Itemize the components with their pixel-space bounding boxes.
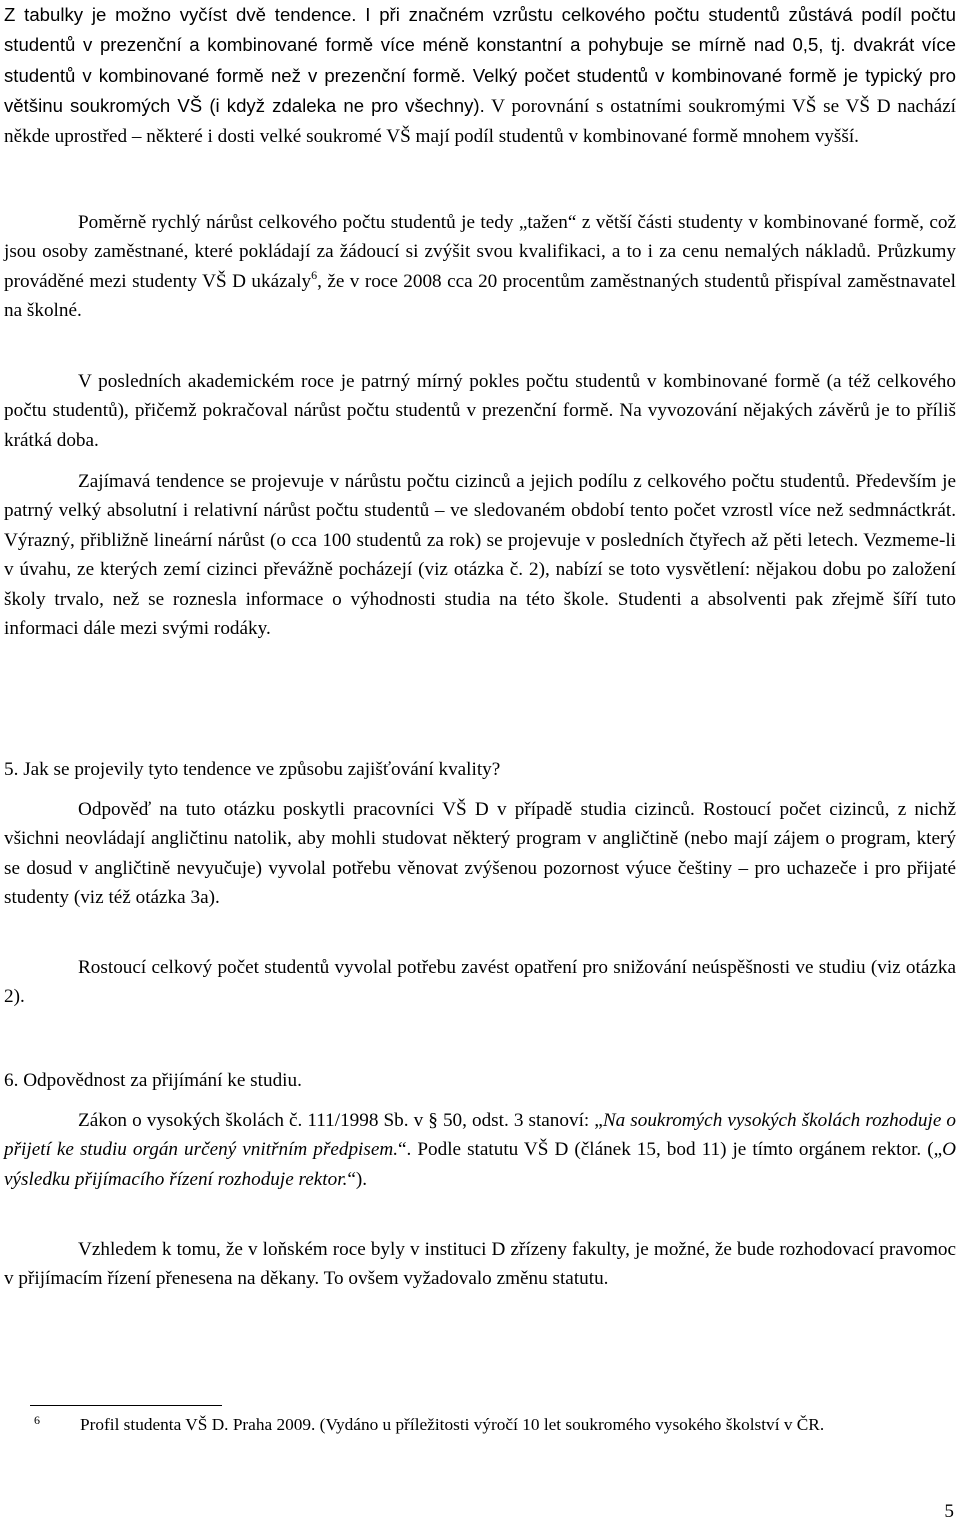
paragraph-faculties: Vzhledem k tomu, že v loňském roce byly v instituci D zřízeny fakulty, je možné, že bude rozhodovací pravomoc v přijímacím řízení přenesena na děkany. To ovšem vyžadovalo změnu statutu. [4, 1239, 956, 1290]
footnote-text: Profil studenta VŠ D. Praha 2009. (Vydáno u příležitosti výročí 10 let soukromého vysokého školství v ČR. [80, 1415, 825, 1434]
section-heading-6: 6. Odpovědnost za přijímání ke studiu. [4, 1070, 302, 1091]
footnote-divider [30, 1405, 222, 1406]
paragraph-admission-law [4, 1106, 956, 1194]
paragraph-trends [4, 0, 956, 151]
statute-close: “). [347, 1168, 368, 1190]
footnote-number: 6 [34, 1413, 40, 1427]
section-heading-5: 5. Jak se projevily tyto tendence ve způsobu zajišťování kvality? [4, 759, 501, 780]
paragraph-trends-part1: Z tabulky je možno vyčíst dvě tendence. I při značném vzrůstu celkového počtu studentů zůstává podíl počtu studentů v prezenční a kombinované formě více méně konstantní a pohybuje se mírně nad 0,5, tj. dvakrát více studentů v kombinované formě než v prezenční formě. Velký počet studentů v kombinované formě je typický pro většinu soukromých VŠ (i když zdaleka ne pro všechny). [4, 4, 956, 117]
statute-reference: “. Podle statutu VŠ D (článek 15, bod 11) je tímto orgánem rektor. („ [398, 1139, 943, 1161]
page-number: 5 [944, 1501, 954, 1522]
paragraph-growth-part3: , že v roce 2008 cca 20 procentům zaměstnaných studentů přispíval zaměstnavatel na školné. [4, 270, 956, 322]
paragraph-foreigners: Zajímavá tendence se projevuje v nárůstu počtu cizinců a jejich podílu z celkového počtu studentů. Především je patrný velký absolutní i relativní nárůst počtu studentů – ve sledovaném období tento počet vzrostl více než sedmnáctkrát. Výrazný, přibližně lineární nárůst (o cca 100 studentů za rok) se projevuje v posledních čtyřech až pěti letech. Vezmeme-li v úvahu, ze kterých zemí cizinci převážně pocházejí (viz otázka č. 2), nabízí se toto vysvětlení: nějakou dobu po založení školy trvalo, než se roznesla informace o výhodnosti studia na této škole. Studenti a absolventi pak zřejmě šíří tuto informaci dále mezi svými rodáky. [4, 471, 956, 640]
paragraph-trends-part2: V porovnání s ostatními soukromými VŠ se VŠ D nachází někde uprostřed – některé i dosti velké soukromé VŠ mají podíl studentů v kombinované formě mnohem vyšší. [4, 96, 957, 147]
paragraph-quality: Odpověď na tuto otázku poskytli pracovníci VŠ D v případě studia cizinců. Rostoucí počet cizinců, z nichž všichni neovládají angličtinu natolik, aby mohli studovat některý program v angličtině (nebo mají zájem o program, který se dosud v angličtině nevyučuje) vyvolal potřebu věnovat zvýšenou pozornost výuce češtiny – pro uchazeče i pro přijaté studenty (viz též otázka 3a). [4, 799, 956, 909]
paragraph-decline: V posledních akademickém roce je patrný mírný pokles počtu studentů v kombinované formě (a též celkového počtu studentů), přičemž pokračoval nárůst počtu studentů v prezenční formě. Na vyvozování nějakých závěrů je to příliš krátká doba. [4, 371, 956, 451]
paragraph-growth-part1: Poměrně rychlý nárůst celkového počtu studentů je tedy „tažen“ z větší části studenty v kombinované formě, což jsou osoby zaměstnané, které pokládají za žádoucí si zvýšit svou kvalifikaci, a to i za cenu nemalých nákladů. [4, 212, 956, 263]
law-quote: Na soukromých vysokých školách rozhoduje o přijetí ke studiu orgán určený vnitřním předpisem. [4, 1110, 957, 1161]
footnote [4, 1411, 956, 1440]
footnote-ref: 6 [311, 267, 318, 282]
paragraph-failure: Rostoucí celkový počet studentů vyvolal potřebu zavést opatření pro snižování neúspěšnosti ve studiu (viz otázka 2). [4, 957, 956, 1008]
paragraph-growth-part2: Průzkumy prováděné mezi studenty VŠ D ukázaly [4, 241, 956, 292]
statute-quote: O výsledku přijímacího řízení rozhoduje rektor. [4, 1139, 956, 1190]
law-citation-intro: Zákon o vysokých školách č. 111/1998 Sb. v § 50, odst. 3 stanoví: „ [78, 1110, 603, 1131]
paragraph-growth [4, 208, 956, 326]
